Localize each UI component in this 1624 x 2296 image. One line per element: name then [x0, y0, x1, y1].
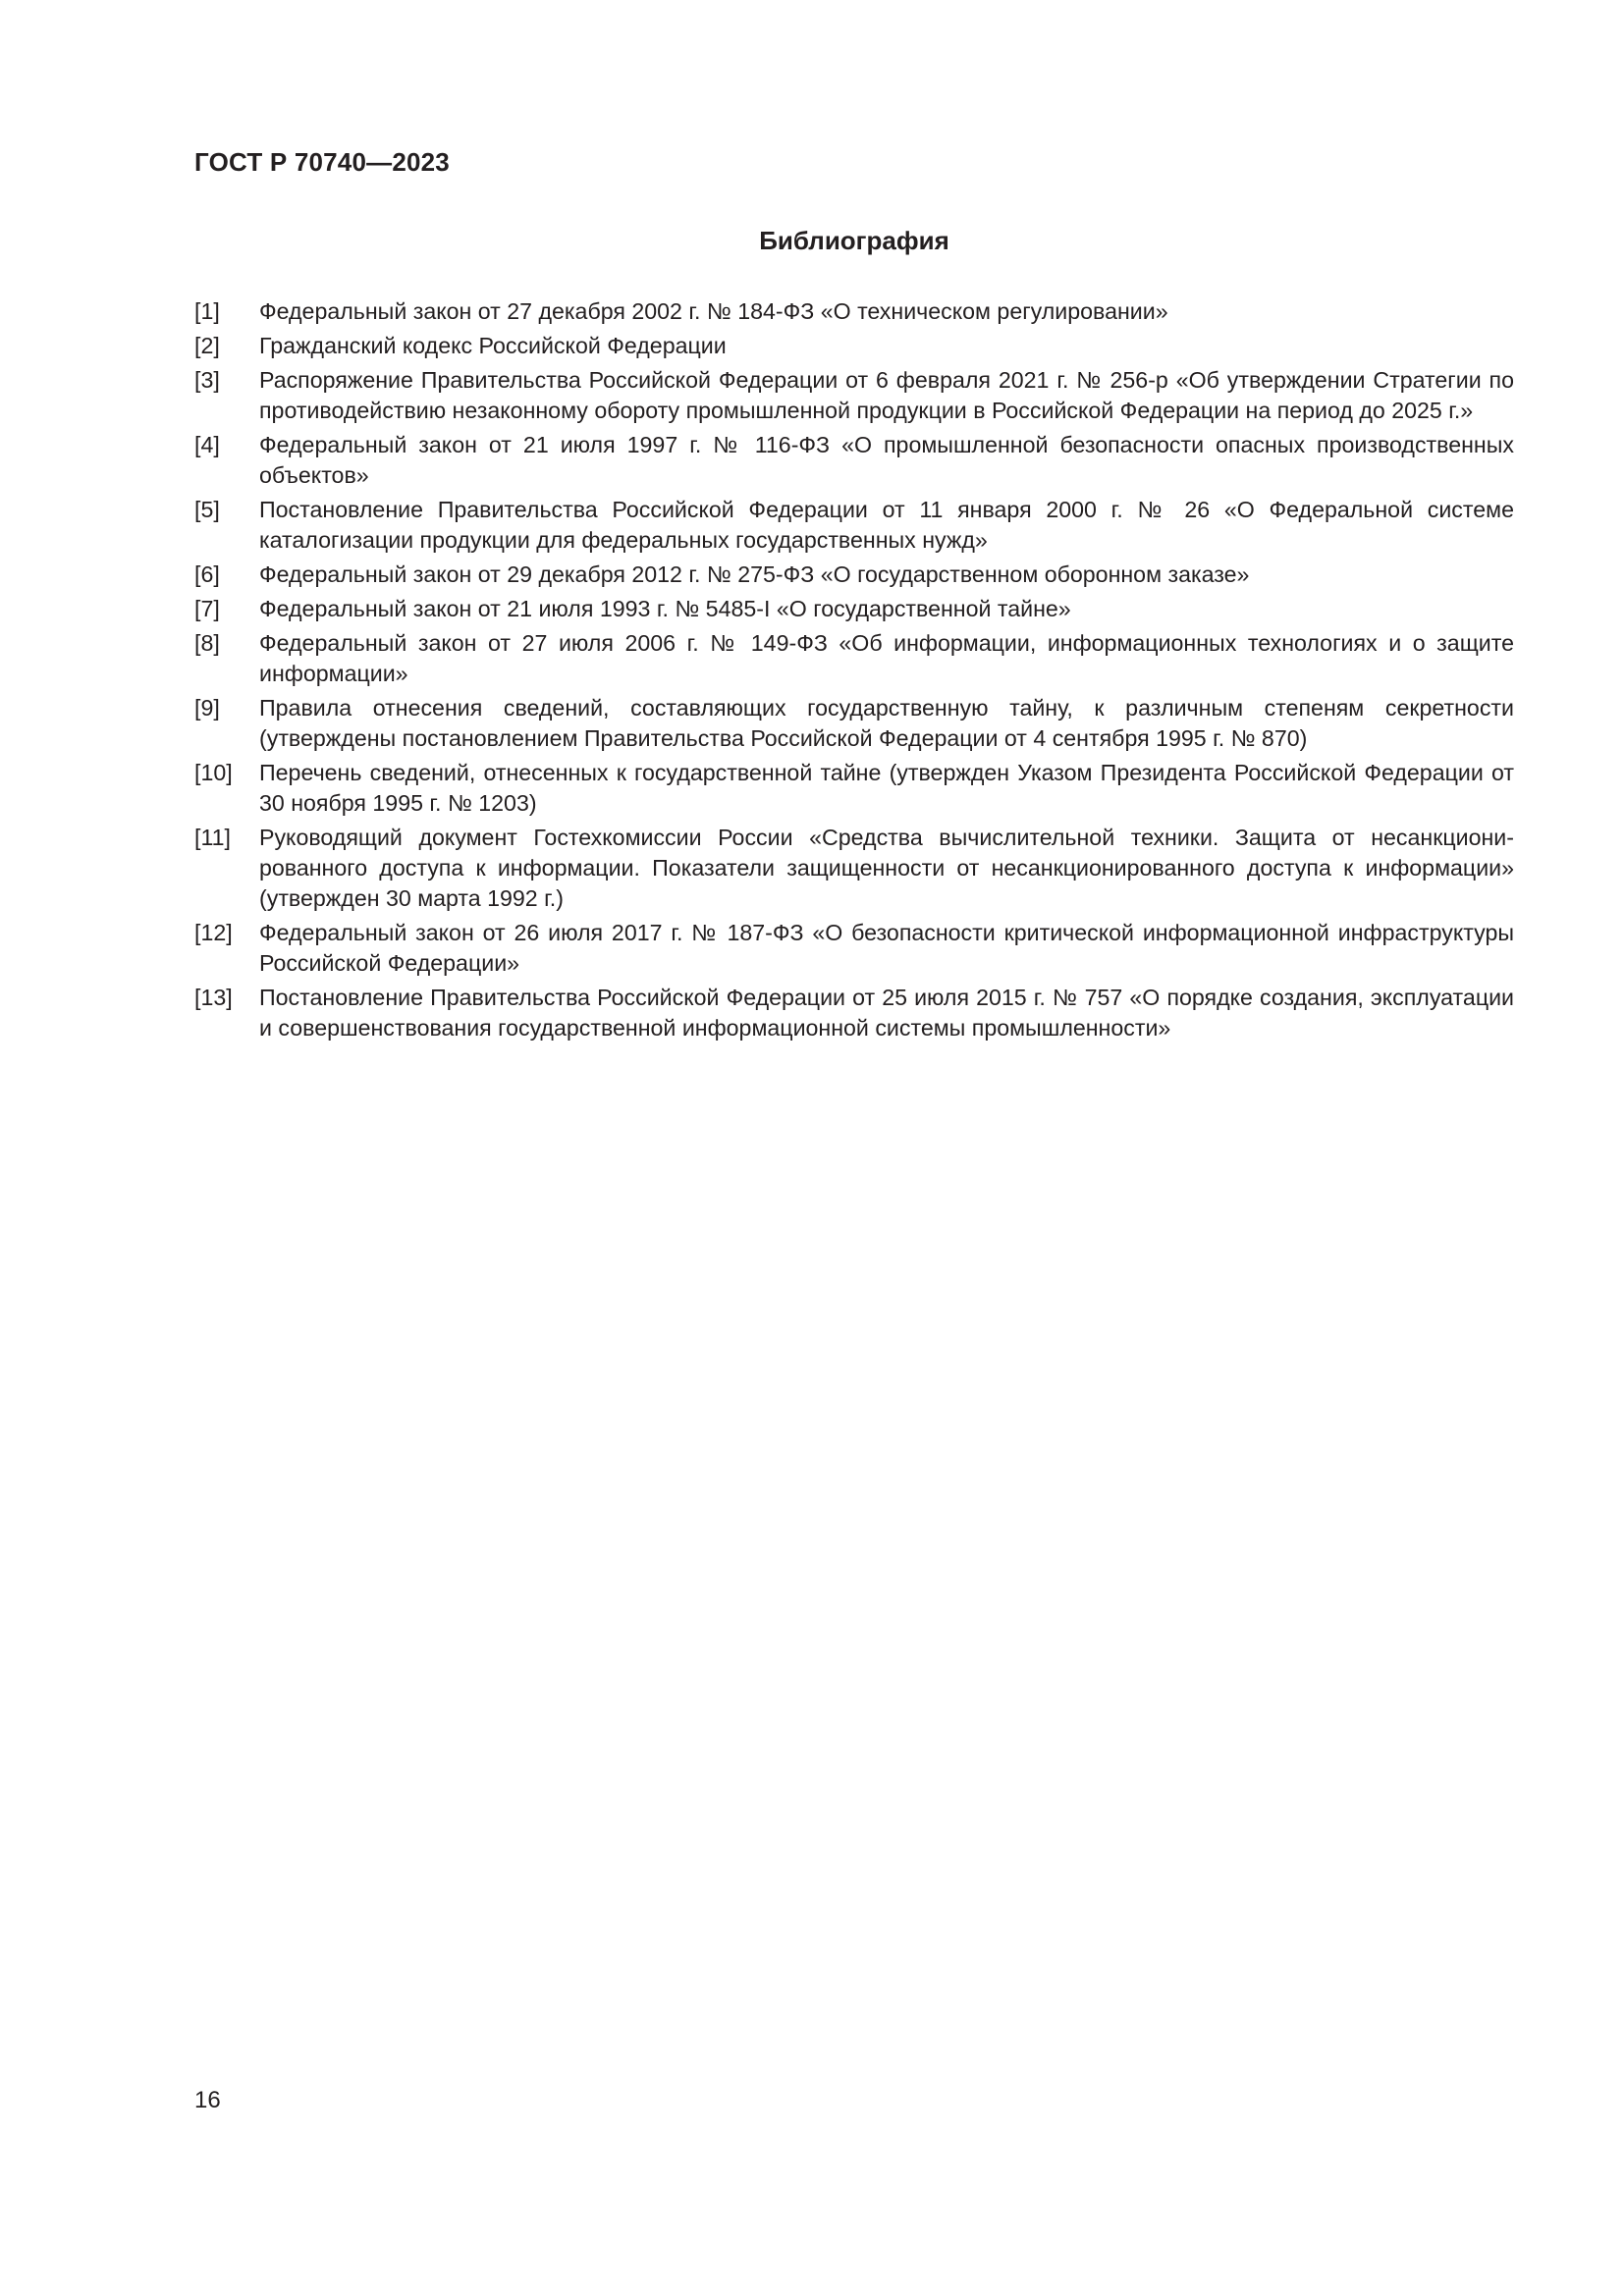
- entry-number: [5]: [194, 497, 220, 522]
- entry-text: Федеральный закон от 27 июля 2006 г. № 149-ФЗ «Об информации, информационных технологиях и о защите информации»: [259, 630, 1514, 686]
- bibliography-entry: [194, 365, 1514, 426]
- entry-number: [1]: [194, 298, 220, 324]
- bibliography-entry: [194, 296, 1514, 327]
- entry-text: Правила отнесения сведений, составляющих государственную тайну, к различным степеням секретности (утверждены постановлением Правительства Российской Федерации от 4 сентября 1995 г. № 870): [259, 695, 1514, 751]
- entry-text: Федеральный закон от 29 декабря 2012 г. № 275-ФЗ «О государственном оборонном заказе»: [259, 561, 1250, 587]
- bibliography-list: [194, 296, 1514, 1047]
- entry-text: Постановление Правительства Российской Федерации от 11 января 2000 г. № 26 «О Федеральной системе каталогизации продукции для федеральных государственных нужд»: [259, 497, 1514, 553]
- entry-text: Руководящий документ Гостехкомиссии России «Средства вычислительной техники. Защита от несанкционированного доступа к информации. Показатели защищенности от несанкционированного доступа к информации» (утвержден 30 марта 1992 г.): [259, 825, 1514, 911]
- bibliography-entry: [194, 983, 1514, 1043]
- bibliography-title: Библиография: [759, 226, 949, 255]
- entry-text: Федеральный закон от 27 декабря 2002 г. № 184-ФЗ «О техническом регулировании»: [259, 298, 1168, 324]
- entry-text: Перечень сведений, отнесенных к государственной тайне (утвержден Указом Президента Российской Федерации от 30 ноября 1995 г. № 1203): [259, 760, 1514, 816]
- bibliography-entry: [194, 823, 1514, 914]
- entry-number: [6]: [194, 561, 220, 587]
- entry-number: [7]: [194, 596, 220, 621]
- bibliography-entry: [194, 331, 1514, 361]
- bibliography-entry: [194, 693, 1514, 754]
- entry-text: Распоряжение Правительства Российской Федерации от 6 февраля 2021 г. № 256-р «Об утверждении Стратегии по противодействию незаконному обороту промышленной продукции в Российской Федерации на период до 2025 г.»: [259, 367, 1514, 423]
- entry-number: [4]: [194, 432, 220, 457]
- entry-number: [10]: [194, 760, 233, 785]
- entry-text: Гражданский кодекс Российской Федерации: [259, 333, 727, 358]
- page-number: 16: [194, 2087, 221, 2113]
- bibliography-entry: [194, 430, 1514, 491]
- bibliography-entry: [194, 628, 1514, 689]
- bibliography-entry: [194, 495, 1514, 556]
- bibliography-entry: [194, 918, 1514, 979]
- entry-number: [12]: [194, 920, 233, 945]
- entry-text: Федеральный закон от 26 июля 2017 г. № 187-ФЗ «О безопасности критической информационной инфраструктуры Российской Федерации»: [259, 920, 1514, 976]
- entry-text: Федеральный закон от 21 июля 1993 г. № 5485-I «О государственной тайне»: [259, 596, 1071, 621]
- entry-text: Постановление Правительства Российской Федерации от 25 июля 2015 г. № 757 «О порядке создания, эксплуатации и совершенствования государственной информационной системы промышленности»: [259, 985, 1514, 1041]
- bibliography-entry: [194, 758, 1514, 819]
- entry-number: [11]: [194, 825, 231, 850]
- standard-code-header: ГОСТ Р 70740—2023: [194, 147, 450, 177]
- entry-number: [9]: [194, 695, 220, 721]
- entry-number: [3]: [194, 367, 220, 393]
- bibliography-entry: [194, 560, 1514, 590]
- entry-text: Федеральный закон от 21 июля 1997 г. № 116-ФЗ «О промышленной безопасности опасных производственных объектов»: [259, 432, 1514, 488]
- entry-number: [2]: [194, 333, 220, 358]
- entry-number: [13]: [194, 985, 233, 1010]
- bibliography-entry: [194, 594, 1514, 624]
- entry-number: [8]: [194, 630, 220, 656]
